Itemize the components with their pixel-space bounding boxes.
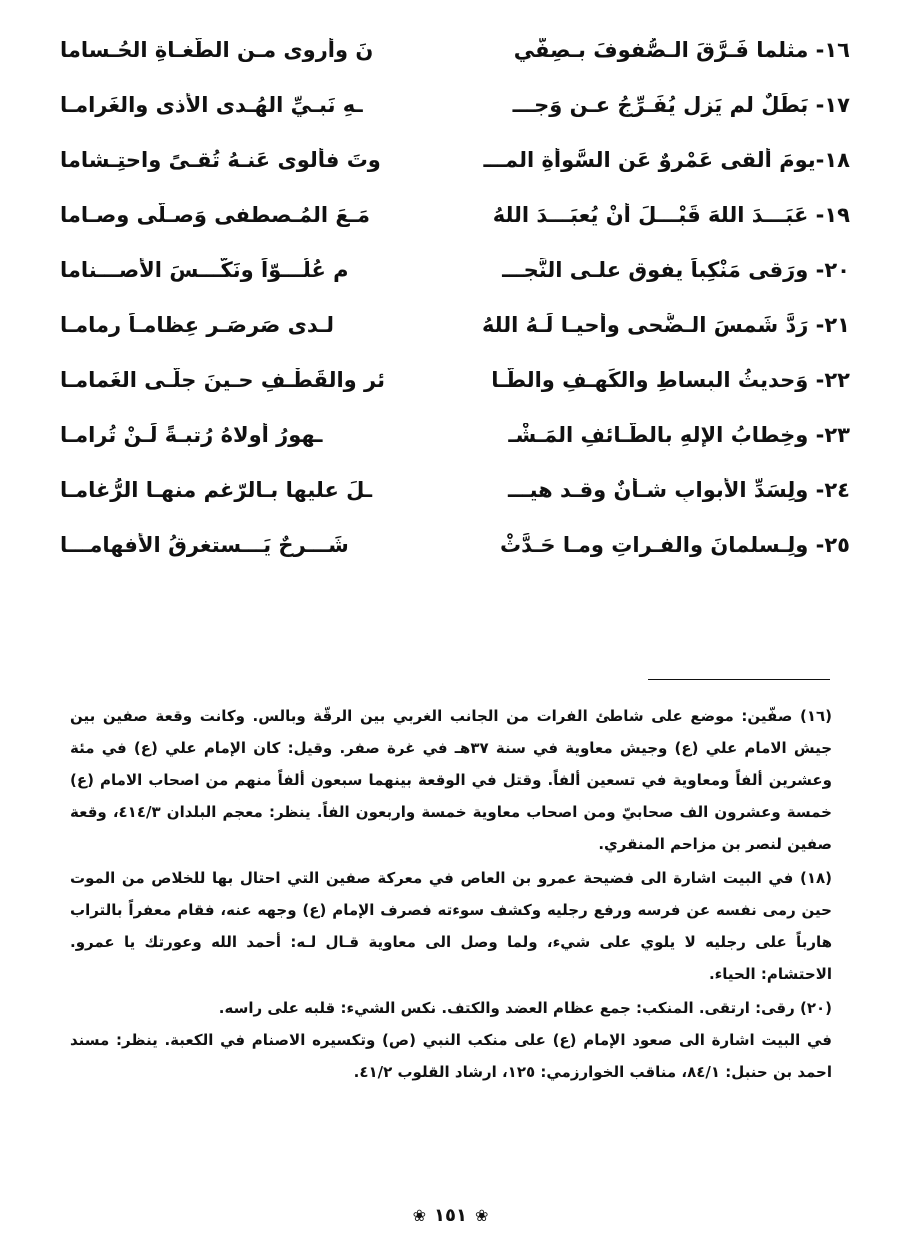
verse-16 — [60, 22, 850, 77]
verse-17 — [60, 77, 850, 132]
ornament-icon: ❀ — [474, 1206, 489, 1225]
verse-second-hemistich: مَـعَ المُـصطفى وَصـلّى وصـاما — [60, 202, 370, 227]
verse-first-hemistich: ٢٢- وَحديثُ البِساطِ والكَهـفِ والطَّـا — [491, 367, 850, 392]
verse-second-hemistich: وتَ فألوى عَنـهُ تُقـىً واحتِـشاما — [60, 147, 381, 172]
verse-first-hemistich: ١٩- عَبَـــدَ اللهَ قَبْـــلَ أنْ يُعبَـــدَ اللهُ — [492, 202, 850, 227]
verse-24 — [60, 462, 850, 517]
verse-second-hemistich: لـدى صَرصَـرٍ عِظامـاً رِمامـا — [60, 312, 335, 337]
verse-second-hemistich: ئرِ والقَطْـفِ حـينَ جلّـى الغَمامـا — [60, 367, 385, 392]
verse-18 — [60, 132, 850, 187]
verse-23 — [60, 407, 850, 462]
verse-first-hemistich: ١٦- مثلما فَـرَّقَ الـصُّفوفَ بـصِفّي — [513, 37, 850, 62]
verse-22 — [60, 352, 850, 407]
footnote-20: (٢٠) رقى: ارتقى. المنكب: جمع عظام العضد والكتف. نكس الشيء: قلبه على راسه. — [218, 999, 832, 1017]
verse-first-hemistich: ٢٠- ورَقى مَنْكِباً يفوق علـى النَّجـــ — [502, 257, 850, 282]
verse-second-hemistich: ـلَ عليها بـالرّغمِ منهـا الرُّغامـا — [60, 477, 373, 502]
footnote-18: (١٨) في البيت اشارة الى فضيحة عمرو بن العاص في معركة صفين التي احتال بها للخلاص من الموت حين رمى نفسه عن فرسه ورفع رجليه وكشف سوءته فصرف الإمام (ع) وجهه عنه، فقام معفراً بالتراب هارباً على رجليه لا يلوي على شيء، ولما وصل الى معاوية قـال لـه: أحمد الله وعورتك يا عمرو. الاحتشام: الحياء. — [70, 869, 832, 983]
verse-25 — [60, 517, 850, 572]
footnote-16: (١٦) صفّين: موضع على شاطئ الفرات من الجانب الغربي بين الرقّة وبالس. وكانت وقعة صفين بين جيش الامام علي (ع) وجيش معاوية في سنة ٣٧هـ في غرة صفر. وقيل: كان الإمام علي (ع) في مئة وعشرين ألفاً ومعاوية في تسعين ألفاً. وقتل في الوقعة بينهما سبعون ألفاً منهم من اصحاب الامام (ع) خمسة وعشرون الف صحابيّ ومن اصحاب معاوية خمسة واربعون الفاً. ينظر: معجم البلدان ٤١٤/٣، وقعة صفين لنصر بن مزاحم المنقري. — [70, 707, 832, 853]
verse-first-hemistich: ٢٤- ولِسَدِّ الأبوابِ شـأنٌ وقـد هيـــ — [508, 477, 850, 502]
ornament-icon: ❀ — [412, 1206, 427, 1225]
verse-first-hemistich: ٢٥- ولِـسلمانَ والفـراتِ ومـا حَـدَّثْ — [499, 532, 850, 557]
verse-20 — [60, 242, 850, 297]
verse-second-hemistich: ـهورُ أولاهُ رُتبـةً لَـنْ تُرامـا — [60, 422, 323, 447]
footnotes — [70, 700, 832, 1088]
page-footer — [0, 1205, 901, 1226]
verse-first-hemistich: ٢١- رَدَّ شَمسَ الـضُّحى وأحيـا لَـهُ اللهُ — [481, 312, 850, 337]
verse-second-hemistich: نَ وأروى مـن الطُّغـاةِ الحُـساما — [60, 37, 374, 62]
footnote-20-continued: في البيت اشارة الى صعود الإمام (ع) على منكب النبي (ص) وتكسيره الاصنام في الكعبة. ينظر: مسند احمد بن حنبل: ٨٤/١، مناقب الخوارزمي: ١٢٥، ارشاد القلوب ٤١/٢. — [70, 1031, 832, 1081]
verse-first-hemistich: ١٧- بَطَلٌ لم يَزل يُفَـرِّجُ عـن وَجـــ — [512, 92, 850, 117]
verse-first-hemistich: ١٨-يومَ ألقى عَمْروٌ عَن السَّوأةِ المـــ — [483, 147, 850, 172]
verse-second-hemistich: مِ عُلُـــوّاً ونَكَّـــسَ الأَصـــناما — [60, 257, 349, 282]
page-number: ١٥١ — [434, 1205, 467, 1226]
footnote-separator — [648, 679, 830, 680]
verse-second-hemistich: شَـــرحٌ يَـــستغرقُ الأفهامـــا — [60, 532, 349, 557]
verse-second-hemistich: ـهِ نَبـيِّ الهُـدى الأذى والغَرامـا — [60, 92, 363, 117]
verse-19 — [60, 187, 850, 242]
verse-21 — [60, 297, 850, 352]
poem — [60, 22, 850, 572]
verse-first-hemistich: ٢٣- وخِطابُ الإلهِ بالطّـائفِ المَـشْـ — [508, 422, 850, 447]
